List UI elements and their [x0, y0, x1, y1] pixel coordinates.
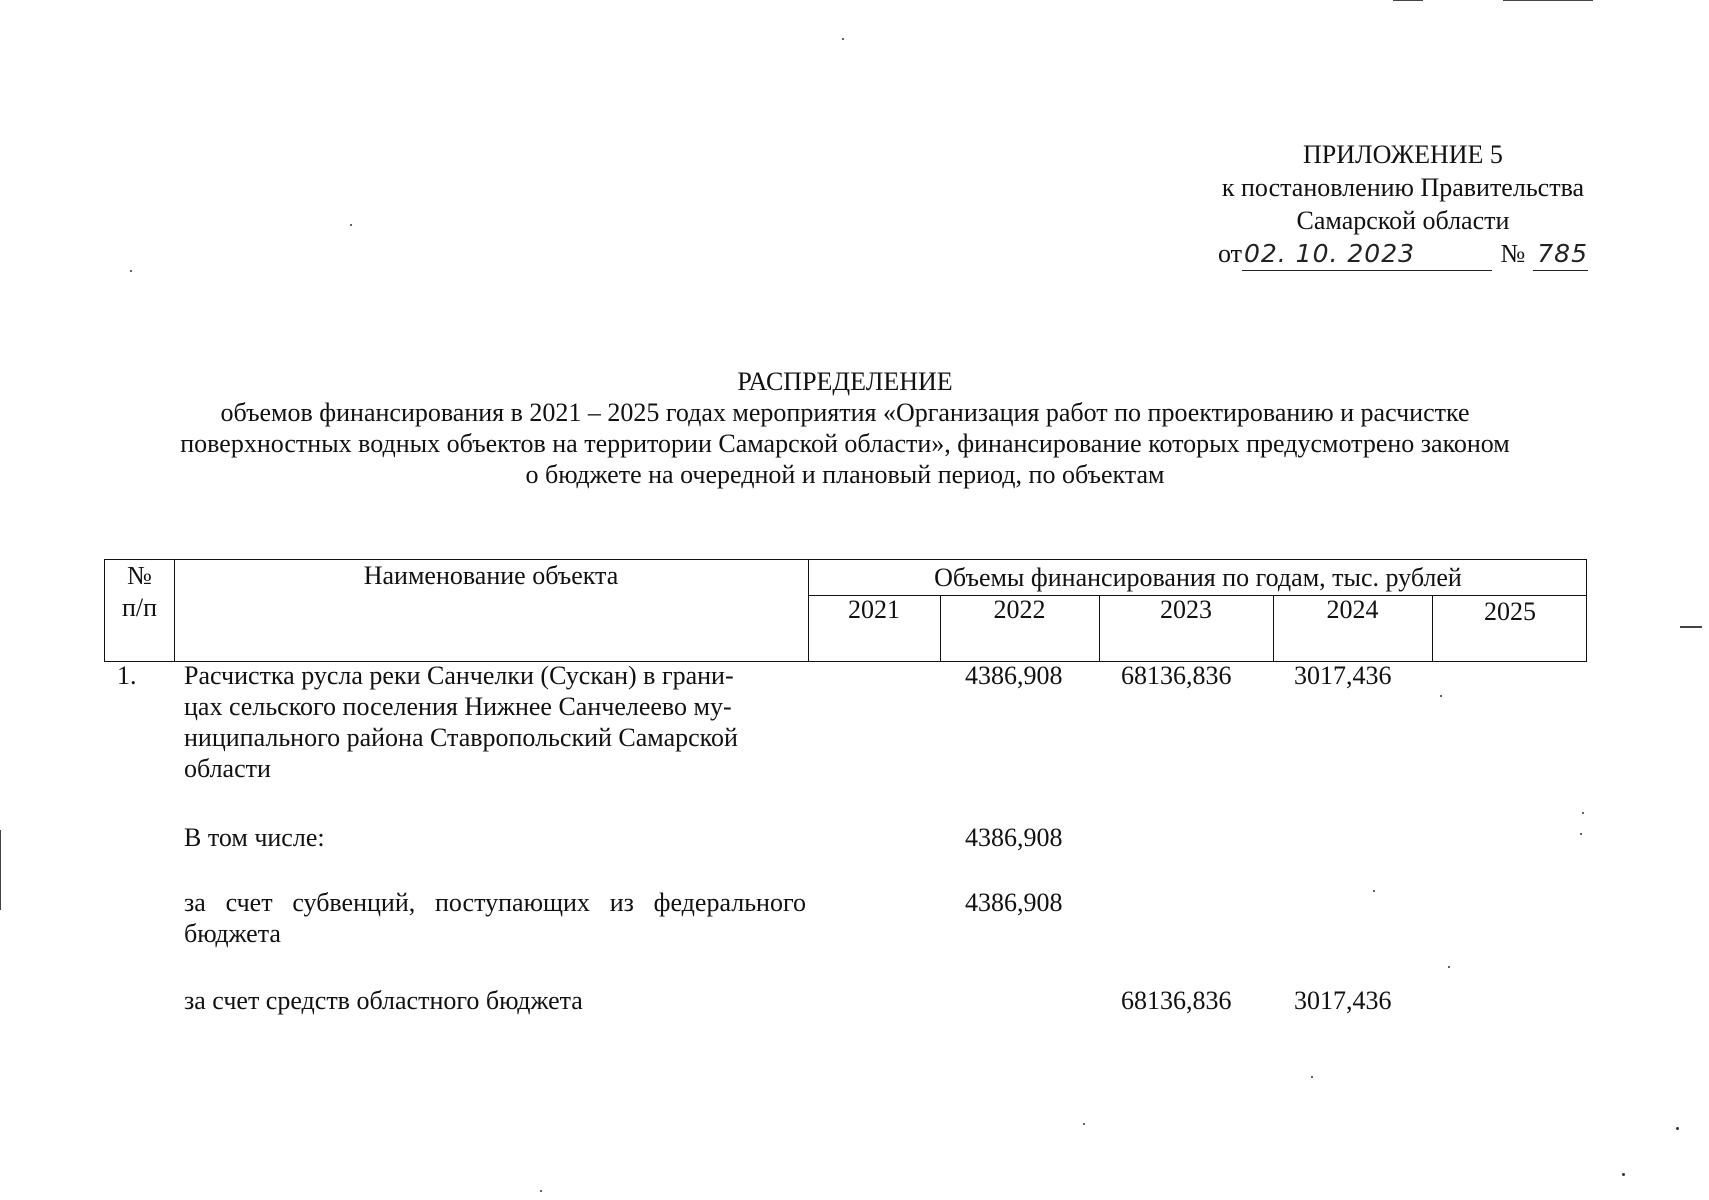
- scan-speck: [842, 38, 844, 40]
- date-number-line: [1218, 237, 1588, 271]
- document-title: РАСПРЕДЕЛЕНИЕ: [737, 367, 953, 396]
- number-header-line2: п/п: [121, 593, 158, 622]
- scan-speck: [1083, 1123, 1085, 1125]
- regional-budget-label: за счет средств областного бюджета: [184, 986, 583, 1015]
- scan-speck: [1448, 966, 1450, 968]
- resolution-reference: к постановлению Правительства: [1221, 173, 1585, 202]
- date-prefix: от: [1217, 239, 1242, 268]
- scan-speck: [540, 1190, 542, 1192]
- table-header: [104, 559, 1587, 662]
- regional-2023: 68136,836: [1121, 986, 1232, 1015]
- column-name-header: Наименование объекта: [363, 561, 619, 590]
- scan-speck: [1311, 1076, 1313, 1078]
- federal-2022: 4386,908: [965, 888, 1063, 917]
- federal-subsidy-label: за счет субвенций, поступающих из федерального бюджета: [184, 888, 806, 948]
- row-number: 1.: [117, 661, 137, 690]
- column-volumes-header: Объемы финансирования по годам, тыс. рублей: [934, 563, 1462, 592]
- document-heading: [100, 366, 1590, 490]
- year-2023-header: 2023: [1160, 595, 1212, 624]
- year-2022-header: 2022: [993, 595, 1046, 624]
- appendix-title: ПРИЛОЖЕНИЕ 5: [1303, 140, 1503, 169]
- scan-mark: [0, 830, 1, 910]
- number-sign: №: [1500, 239, 1526, 268]
- value-2022: 4386,908: [965, 661, 1063, 690]
- scan-speck: [1373, 890, 1375, 892]
- handwritten-date: 02. 10. 2023: [1242, 237, 1492, 271]
- scan-speck: [1580, 833, 1582, 835]
- object-name: [184, 660, 806, 784]
- scan-speck: [350, 224, 352, 226]
- scan-mark: [1393, 0, 1423, 1]
- number-header-line1: №: [127, 561, 152, 590]
- scan-mark: [1680, 626, 1702, 628]
- object-name-line: ниципального района Ставропольский Самарской: [184, 723, 738, 752]
- year-2025-header: 2025: [1484, 597, 1536, 626]
- object-name-line: цах сельского поселения Нижнее Санчелеево му-: [184, 692, 732, 721]
- scan-speck: [1582, 812, 1584, 814]
- subtitle-line-3: о бюджете на очередной и плановый период, по объектам: [525, 460, 1165, 489]
- approval-block: [1218, 138, 1588, 271]
- including-2022: 4386,908: [965, 823, 1063, 852]
- value-2023: 68136,836: [1121, 661, 1232, 690]
- scan-speck: [1622, 1173, 1625, 1176]
- column-number-header: [105, 560, 174, 624]
- regional-2024: 3017,436: [1294, 986, 1392, 1015]
- scan-speck: [1676, 1127, 1679, 1130]
- value-2024: 3017,436: [1294, 661, 1392, 690]
- subtitle-line-2: поверхностных водных объектов на территории Самарской области», финансирование которых предусмотрено законом: [180, 429, 1510, 458]
- including-label: В том числе:: [184, 823, 325, 852]
- subtitle-line-1: объемов финансирования в 2021 – 2025 годах мероприятия «Организация работ по проектированию и расчистке: [220, 398, 1470, 427]
- year-2024-header: 2024: [1326, 595, 1379, 624]
- scan-mark: [1503, 0, 1593, 1]
- scan-speck: [1440, 695, 1442, 697]
- object-name-line: Расчистка русла реки Санчелки (Сускан) в грани-: [184, 661, 734, 690]
- object-name-line: области: [184, 754, 271, 783]
- scan-speck: [130, 270, 132, 272]
- year-2021-header: 2021: [848, 595, 900, 624]
- handwritten-number: 785: [1533, 237, 1588, 271]
- region-name: Самарской области: [1296, 206, 1510, 235]
